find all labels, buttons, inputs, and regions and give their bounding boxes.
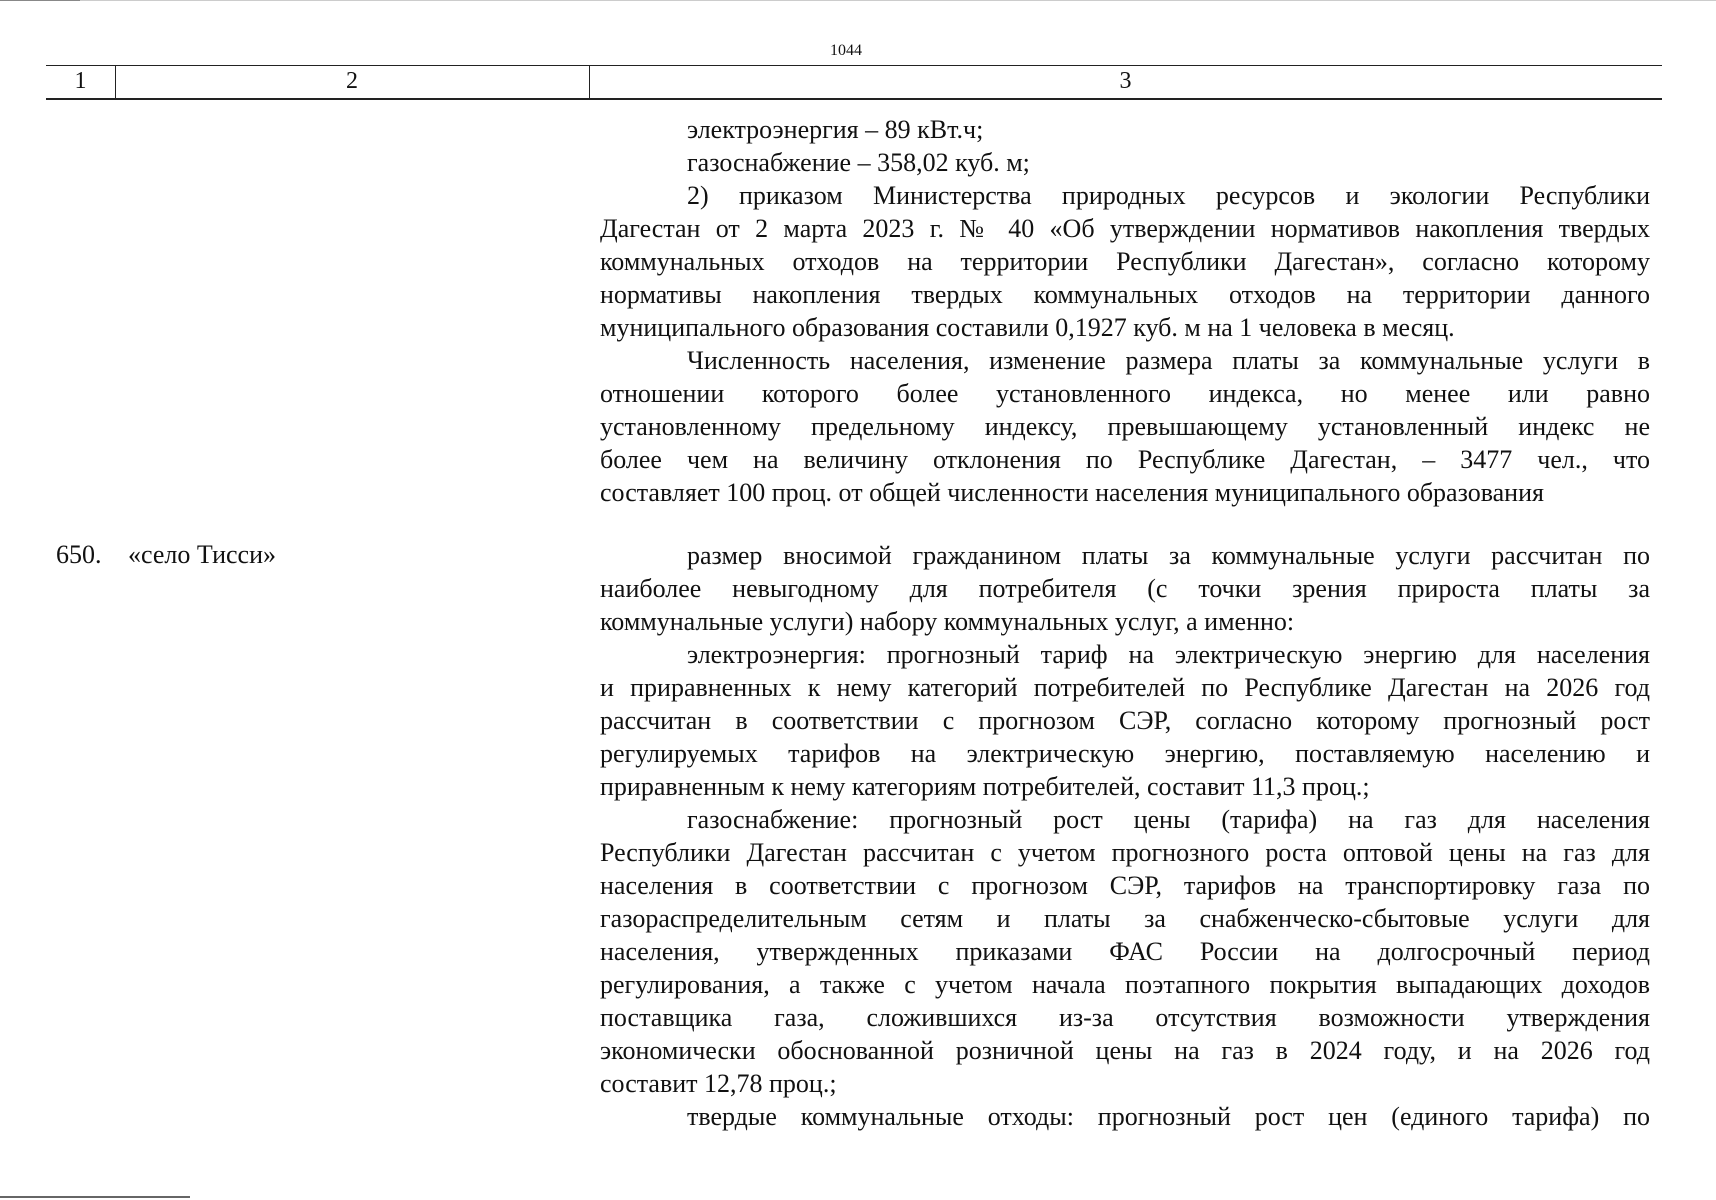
gas-line: газоснабжение: прогнозный рост цены (тарифа) на газ для населения (687, 805, 1650, 834)
entry-municipality-name: «село Тисси» (128, 540, 277, 569)
scan-edge-top-left (0, 0, 80, 1)
electricity-line: регулируемых тарифов на электрическую энергию, поставляемую населению и (600, 739, 1650, 768)
electricity-line: и приравненных к нему категорий потребителей по Республике Дагестан на 2026 год (600, 673, 1650, 702)
population-line: Численность населения, изменение размера платы за коммунальные услуги в (687, 346, 1650, 375)
table-header-bottom-rule (46, 98, 1662, 100)
population-line: составляет 100 проц. от общей численности населения муниципального образования (600, 478, 1544, 507)
population-line: отношении которого более установленного индекса, но менее или равно (600, 379, 1650, 408)
population-line: установленному предельному индексу, превышающему установленный индекс не (600, 412, 1650, 441)
gas-line: населения в соответствии с прогнозом СЭР, тарифов на транспортировку газа по (600, 871, 1650, 900)
gas-line: Республики Дагестан рассчитан с учетом прогнозного роста оптовой цены на газ для (600, 838, 1650, 867)
column-header-3: 3 (1119, 68, 1132, 94)
gas-line: газораспределительным сетям и платы за снабженческо-сбытовые услуги для (600, 904, 1650, 933)
intro-line: коммунальные услуги) набору коммунальных услуг, а именно: (600, 607, 1295, 636)
electricity-line: приравненным к нему категориям потребителей, составит 11,3 проц.; (600, 772, 1370, 801)
item2-line: муниципального образования составили 0,1927 куб. м на 1 человека в месяц. (600, 313, 1455, 342)
column-header-1: 1 (74, 68, 87, 94)
table-header-top-rule (46, 65, 1662, 66)
entry-number: 650. (56, 540, 102, 569)
gas-norm: газоснабжение – 358,02 куб. м; (687, 148, 1030, 177)
item2-line: коммунальных отходов на территории Республики Дагестан», согласно которому (600, 247, 1650, 276)
scan-edge-bottom-left (0, 1196, 190, 1198)
population-line: более чем на величину отклонения по Республике Дагестан, – 3477 чел., что (600, 445, 1650, 474)
electricity-line: электроэнергия: прогнозный тариф на электрическую энергию для населения (687, 640, 1650, 669)
item2-line: нормативы накопления твердых коммунальных отходов на территории данного (600, 280, 1650, 309)
scan-edge-top (80, 0, 1716, 1)
gas-line: экономически обоснованной розничной цены на газ в 2024 году, и на 2026 год (600, 1036, 1650, 1065)
gas-line: составит 12,78 проц.; (600, 1069, 837, 1098)
gas-line: населения, утвержденных приказами ФАС России на долгосрочный период (600, 937, 1650, 966)
waste-line: твердые коммунальные отходы: прогнозный рост цен (единого тарифа) по (687, 1102, 1650, 1131)
intro-line: размер вносимой гражданином платы за коммунальные услуги рассчитан по (687, 541, 1650, 570)
gas-line: поставщика газа, сложившихся из-за отсутствия возможности утверждения (600, 1003, 1650, 1032)
column-header-2: 2 (346, 68, 358, 94)
item2-line: Дагестан от 2 марта 2023 г. № 40 «Об утверждении нормативов накопления твердых (600, 214, 1650, 243)
electricity-line: рассчитан в соответствии с прогнозом СЭР, согласно которому прогнозный рост (600, 706, 1650, 735)
page-number: 1044 (830, 42, 862, 59)
electricity-norm: электроэнергия – 89 кВт.ч; (687, 115, 984, 144)
intro-line: наиболее невыгодному для потребителя (с точки зрения прироста платы за (600, 574, 1650, 603)
item2-line: 2) приказом Министерства природных ресурсов и экологии Республики (687, 181, 1650, 210)
gas-line: регулирования, а также с учетом начала поэтапного покрытия выпадающих доходов (600, 970, 1650, 999)
